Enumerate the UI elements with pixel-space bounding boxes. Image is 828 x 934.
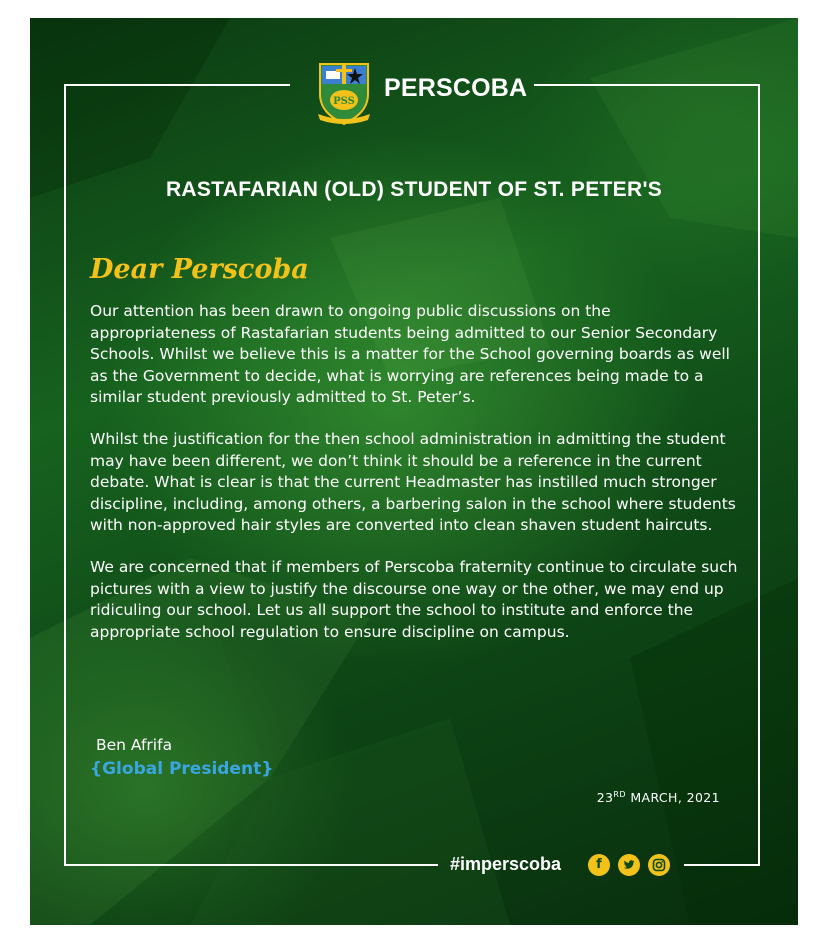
date-day: 23 — [596, 790, 614, 806]
letter-date — [597, 790, 720, 805]
instagram-icon[interactable] — [648, 854, 670, 876]
brand-name: PERSCOBA — [384, 74, 528, 102]
paragraph-3: We are concerned that if members of Perscoba fraternity continue to circulate such pictures with a view to justify the discourse one way or the other, we may end up ridiculing our school. Let us all support the school to institute and enforce the appropriate school regulation to ensure discipline on campus. — [90, 557, 738, 641]
frame-bottom-left — [64, 864, 438, 866]
salutation: Dear Perscoba — [90, 254, 309, 285]
twitter-icon[interactable] — [618, 854, 640, 876]
paragraph-2: Whilst the justification for the then school administration in admitting the student may have been different, we don’t think it should be a reference in the current debate. What is clear is that the current Headmaster has instilled much stronger discipline, including, among others, a barbering salon in the school where students with non-approved hair styles are converted into clean shaven student haircuts. — [90, 429, 736, 535]
date-suffix: RD — [613, 790, 626, 799]
headline: RASTAFARIAN (OLD) STUDENT OF ST. PETER'S — [165, 178, 663, 201]
instagram-camera-glyph — [648, 854, 670, 876]
hashtag: #imperscoba — [450, 854, 562, 874]
signer-name: Ben Afrifa — [96, 736, 173, 754]
frame-bottom-right — [684, 864, 760, 866]
frame-top-right — [534, 84, 760, 86]
frame-top-left — [64, 84, 290, 86]
twitter-bird-glyph — [618, 854, 640, 876]
school-crest-logo — [316, 60, 372, 126]
paragraph-1: Our attention has been drawn to ongoing public discussions on the appropriateness of Rastafarian students being admitted to our Senior Secondary Schools. Whilst we believe this is a matter for the School governing boards as well as the Government to decide, what is worrying are references being made to a similar student previously admitted to St. Peter’s. — [90, 302, 730, 407]
signer-title: {Global President} — [90, 759, 274, 779]
date-rest: MARCH, 2021 — [630, 790, 720, 806]
crest-letters: PSS — [333, 96, 355, 107]
facebook-glyph: f — [596, 857, 602, 872]
announcement-poster — [30, 18, 798, 925]
facebook-icon[interactable] — [588, 854, 610, 876]
letter-body — [90, 301, 740, 663]
